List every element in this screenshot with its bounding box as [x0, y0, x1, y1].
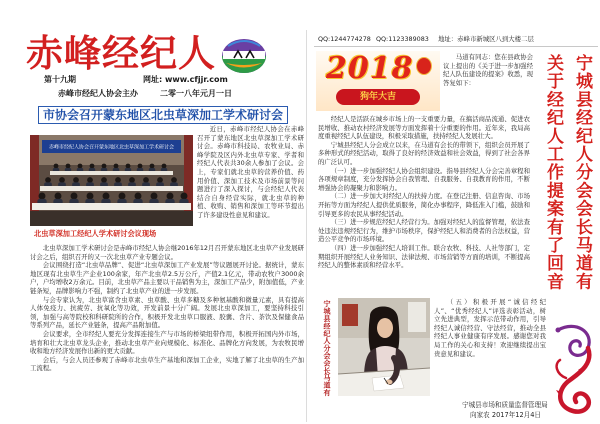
president-photo [338, 298, 430, 396]
reply-intro [443, 53, 533, 113]
article-paragraph: 会议要求，全市经纪人要充分发挥连接生产与市场的桥梁纽带作用，积极开拓国内外市场，培育和壮大北虫草龙头企业，推动北虫草产业向规模化、标准化、品牌化方向发展，为农牧民增收和地方经济发展作出新的更大贡献。 [30, 329, 304, 356]
article-paragraph: （四）进一步加强经纪人培训工作。联合农牧、科技、人社等部门，定期组织开展经纪人业务知识、法律法规、市场营销等方面的培训，不断提高经纪人的整体素质和经营水平。 [318, 243, 530, 270]
photo-caption: 北虫草深加工经纪人学术研讨会议现场 [34, 229, 157, 238]
lantern-ornament [416, 57, 432, 75]
article-paragraph: 近日，赤峰市经纪人协会在赤峰召开了蒙东地区北虫草深加工学术研讨会。赤峰市科技局、农牧业局、赤峰学院及区内外北虫草专家、学者和经纪人代表共30余人参加了会议。会上，专家们就北虫草的营养价值、药用价值、深加工技术及市场前景等问题进行了深入探讨，与会经纪人代表结合自身经营实际，就北虫草的种植、收购、销售和深加工等环节提出了许多建设性意见和建议。 [197, 125, 304, 219]
article-paragraph: 宁城县经纪人分会成立以来，在马道有会长的带领下，组织会员开展了多种形式的经纪活动，取得了良好的经济效益和社会效益，得到了社会各界的广泛认可。 [318, 140, 530, 166]
banner-ribbon [336, 89, 420, 105]
article-paragraph: 与会专家认为，北虫草富含虫草素、虫草酸、虫草多糖及多种氨基酸和微量元素，具有提高人体免疫力、抗疲劳、抗氧化等功效，开发前景十分广阔。发展北虫草深加工，要坚持科技引领，加强与高等院校和科研院所的合作，积极开发北虫草口服液、胶囊、含片、茶饮及保健食品等系列产品，延长产业链条，提高产品附加值。 [30, 295, 304, 330]
banner-year: 2018 [326, 51, 414, 86]
article-paragraph: （一）进一步加强经纪人协会组织建设。指导县经纪人分会完善章程和各项规章制度，充分发挥协会自我管理、自我服务、自我教育的作用，不断增强协会的凝聚力和影响力。 [318, 166, 530, 192]
photo-banner-text: 赤峰市经纪人协会召开蒙东地区北虫草深加工学术研讨会 [48, 144, 175, 151]
reply-body [318, 115, 530, 297]
new-year-banner [316, 51, 440, 111]
vertical-article-title [538, 54, 596, 300]
signature-date: 向家农 2017年12月4日 [470, 411, 542, 419]
article-paragraph: 会议围绕打造“北虫草品牌”、促进“北虫草深加工产业发展”等议题展开讨论。据统计，蒙东地区现有北虫草生产企业100余家，年产北虫草2.5万公斤，产值2.1亿元，带动农牧户3000余户，户均增收2万余元。目前，北虫草产品主要以干品销售为主，深加工产品少，附加值低，产业链条短，品牌影响力不强，制约了北虫草产业的进一步发展。 [30, 261, 304, 295]
article-paragraph: 会后，与会人员还参观了赤峰市北虫草生产基地和深加工企业，实地了解了北虫草的生产加工流程。 [30, 355, 304, 373]
article-body [30, 244, 304, 396]
issue-number: 第十九期 [44, 75, 76, 84]
vertical-photo-caption: 宁城县经纪人分会会长马道有 [323, 300, 331, 397]
association-logo [220, 36, 268, 76]
article-paragraph: 马道有同志：您在县政协会议上提出的《关于进一步加强经纪人队伍建设的提案》收悉，现答复如下： [443, 53, 533, 87]
article-side-column [197, 125, 304, 242]
dragon-ornament [548, 318, 598, 420]
article-paragraph: 北虫草深加工学术研讨会是赤峰市经纪人协会继2016年12月召开蒙东地区北虫草产业发展研讨会之后，组织召开的又一次北虫草产业专题会议。 [30, 244, 304, 261]
vertical-title-column-2: 关于经纪人工作提案有了回音 [543, 54, 563, 291]
signature-organization: 宁城县市场和质量监督管理局 [462, 401, 548, 409]
contact-address: 地址：赤峰市新城区八到大楼二层 [438, 35, 534, 43]
article-paragraph: （三）进一步规范经纪人经营行为。加强对经纪人的监督管理，依法查处违法违规经纪行为，维护市场秩序，保护经纪人和消费者的合法权益，营造公平竞争的市场环境。 [318, 218, 530, 244]
contact-qq-2: QQ:1123389083 [376, 35, 429, 43]
sponsor: 赤峰市经纪人协会主办 [58, 89, 138, 98]
banner-greeting: 狗年大吉 [359, 92, 396, 102]
article-paragraph: （五）积极开展“诚信经纪人”、“优秀经纪人”评选表彰活动，树立先进典型，发挥示范带动作用，引导经纪人诚信经营、守法经营，推动全县经纪人事业健康有序发展。感谢您对我局工作的关心和支持！欢迎继续提出宝贵意见和建议。 [434, 298, 546, 358]
article-headline: 市协会召开蒙东地区北虫草深加工学术研讨会 [38, 106, 288, 124]
contact-qq-1: QQ:1244774278 [318, 35, 371, 43]
article-paragraph: （二）进一步加大对经纪人的扶持力度。在登记注册、信息咨询、市场开拓等方面为经纪人提供优质服务，简化办事程序，降低准入门槛，鼓励和引导更多的农民从事经纪活动。 [318, 192, 530, 218]
vertical-title-column-1: 宁城县经纪人分会会长马道有 [572, 54, 592, 291]
meeting-photo [30, 135, 193, 226]
issue-date: 二零一八年元月一日 [160, 89, 232, 98]
reply-closing [434, 298, 546, 398]
page-gutter [306, 30, 307, 422]
website: 网址: www.cfjjr.com [143, 75, 228, 84]
header-rule [314, 46, 598, 47]
masthead-title: 赤峰经纪人 [26, 31, 216, 75]
article-paragraph: 经纪人是活跃在城乡市场上的一支重要力量，在搞活商品流通、促进农民增收、推动农村经济发展等方面发挥着十分重要的作用。近年来，我局高度重视经纪人队伍建设，积极采取措施，扶持经纪人发展壮大。 [318, 115, 530, 141]
